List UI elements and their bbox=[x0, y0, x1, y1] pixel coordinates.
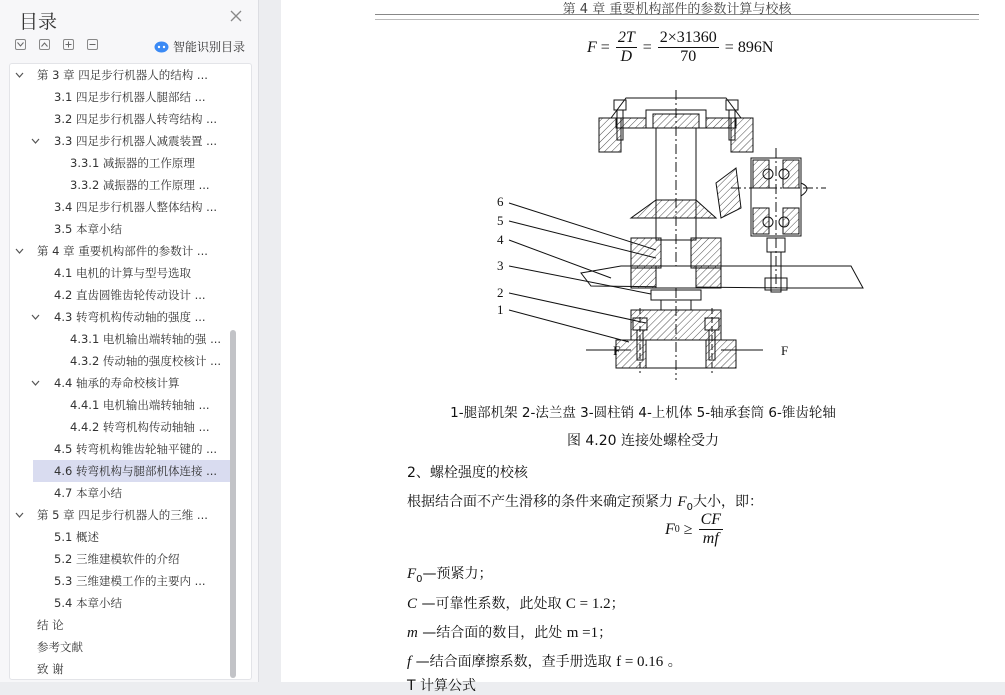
preload-paragraph bbox=[407, 491, 763, 513]
label-1: 1 bbox=[497, 302, 504, 317]
toc-item-label: 5.3 三维建模工作的主要内 ... bbox=[54, 574, 206, 588]
toc-item[interactable] bbox=[10, 482, 232, 504]
toc-item-label: 结 论 bbox=[37, 618, 64, 632]
def-preload bbox=[407, 563, 493, 585]
smart-recognize-toc-button[interactable] bbox=[154, 38, 245, 55]
toc-item-label: 3.4 四足步行机器人整体结构 ... bbox=[54, 200, 218, 214]
expand-all-icon[interactable] bbox=[15, 39, 26, 50]
toc-item[interactable] bbox=[10, 416, 232, 438]
toc-panel bbox=[9, 63, 252, 680]
toc-item-label: 4.4.1 电机输出端转轴轴 ... bbox=[70, 398, 210, 412]
toc-item-label: 4.2 直齿圆锥齿轮传动设计 ... bbox=[54, 288, 206, 302]
def2-tail: ； bbox=[598, 625, 613, 641]
smart-cloud-icon bbox=[154, 40, 169, 53]
toc-item-label: 4.3.1 电机输出端转轴的强 ... bbox=[70, 332, 222, 346]
toc-item[interactable] bbox=[10, 548, 232, 570]
eq1-f1-den: D bbox=[620, 48, 633, 65]
bolt-connection-drawing bbox=[491, 88, 871, 388]
toc-item[interactable] bbox=[10, 328, 232, 350]
eq1-lhs: F bbox=[587, 38, 597, 56]
toc-item[interactable] bbox=[10, 86, 232, 108]
close-icon[interactable] bbox=[229, 9, 243, 23]
toc-item-label: 3.5 本章小结 bbox=[54, 222, 122, 236]
def2-text: —结合面的数目，此处 bbox=[417, 625, 567, 641]
label-force-left: F bbox=[613, 343, 621, 358]
label-4: 4 bbox=[497, 232, 504, 247]
def2-value: m =1 bbox=[566, 625, 599, 641]
def1-value: C = 1.2 bbox=[565, 596, 611, 612]
figure-caption: 图 4.20 连接处螺栓受力 bbox=[566, 433, 720, 449]
toc-item[interactable] bbox=[10, 174, 232, 196]
toc-item[interactable] bbox=[33, 460, 233, 482]
header-rule bbox=[375, 19, 979, 20]
eq1-fraction-2 bbox=[658, 29, 719, 66]
toc-item-label: 4.3.2 传动轴的强度校核计 ... bbox=[70, 354, 222, 368]
eq2-fraction bbox=[699, 511, 723, 548]
chevron-down-icon[interactable] bbox=[31, 137, 40, 145]
toc-item[interactable] bbox=[10, 306, 232, 328]
toc-item-label: 3.1 四足步行机器人腿部结 ... bbox=[54, 90, 206, 104]
para1-pre: 根据结合面不产生滑移的条件来确定预紧力 bbox=[407, 494, 678, 510]
equation-force: F = $\frac{2T}{D}$ = $\frac{2\times 31360}{70}$ = 896N bbox=[587, 29, 774, 65]
label-6: 6 bbox=[497, 194, 504, 209]
add-heading-icon[interactable] bbox=[63, 39, 74, 50]
eq2-lhs-sub: 0 bbox=[674, 524, 680, 535]
toc-item[interactable] bbox=[10, 350, 232, 372]
toc-item-label: 3.3.1 减振器的工作原理 bbox=[70, 156, 195, 170]
toc-item[interactable] bbox=[10, 152, 232, 174]
toc-item[interactable] bbox=[10, 570, 232, 592]
toc-item[interactable] bbox=[10, 658, 232, 680]
toc-item[interactable] bbox=[10, 262, 232, 284]
toc-item[interactable] bbox=[10, 372, 232, 394]
chevron-down-icon[interactable] bbox=[31, 313, 40, 321]
equation-preload bbox=[665, 511, 725, 548]
eq1-f2-den: 70 bbox=[680, 48, 697, 65]
toc-item-label: 3.3.2 减振器的工作原理 ... bbox=[70, 178, 210, 192]
toc-item[interactable] bbox=[10, 394, 232, 416]
cut-off-line: T 计算公式 bbox=[407, 678, 477, 694]
def1-sym: C bbox=[407, 596, 418, 612]
eq1-result: 896N bbox=[737, 38, 774, 56]
toc-sidebar bbox=[0, 0, 259, 682]
label-force-right: F bbox=[781, 343, 789, 358]
def0-text: —预紧力； bbox=[422, 566, 493, 582]
def2-sym: m bbox=[407, 625, 418, 641]
toc-item[interactable] bbox=[10, 218, 232, 240]
eq1-f1-num: 2T bbox=[617, 29, 635, 46]
document-page bbox=[281, 0, 1005, 694]
toc-item-label: 4.4.2 转弯机构传动轴轴 ... bbox=[70, 420, 210, 434]
def0-sub: 0 bbox=[416, 573, 423, 585]
toc-item-label: 5.4 本章小结 bbox=[54, 596, 122, 610]
toc-item-label: 5.2 三维建模软件的介绍 bbox=[54, 552, 180, 566]
toc-item-label: 4.3 转弯机构传动轴的强度 ... bbox=[54, 310, 206, 324]
para1-sym: F bbox=[677, 494, 687, 510]
toc-item-label: 4.1 电机的计算与型号选取 bbox=[54, 266, 191, 280]
toc-item-label: 4.5 转弯机构锥齿轮轴平键的 ... bbox=[54, 442, 218, 456]
label-3: 3 bbox=[497, 258, 504, 273]
toc-item-label: 5.1 概述 bbox=[54, 530, 99, 544]
chevron-down-icon[interactable] bbox=[15, 247, 24, 255]
toc-item-label: 3.3 四足步行机器人减震装置 ... bbox=[54, 134, 218, 148]
page-gutter bbox=[259, 0, 281, 682]
toc-item-label: 4.6 转弯机构与腿部机体连接 ... bbox=[54, 464, 218, 478]
toc-item-label: 致 谢 bbox=[37, 662, 64, 676]
label-5: 5 bbox=[497, 213, 504, 228]
def3-value: f = 0.16 bbox=[616, 654, 664, 670]
collapse-all-icon[interactable] bbox=[39, 39, 50, 50]
def-friction bbox=[407, 651, 682, 671]
def-reliability bbox=[407, 593, 625, 613]
toc-item[interactable] bbox=[10, 592, 232, 614]
def3-text: —结合面摩擦系数，查手册选取 bbox=[411, 654, 617, 670]
def3-sym: f bbox=[407, 654, 412, 670]
toc-item-label: 3.2 四足步行机器人转弯结构 ... bbox=[54, 112, 218, 126]
toc-item[interactable] bbox=[10, 196, 232, 218]
def0-sym: F bbox=[407, 566, 417, 582]
toc-item-label: 第 3 章 四足步行机器人的结构 ... bbox=[37, 68, 208, 82]
def-surfaces bbox=[407, 622, 612, 642]
def1-text: —可靠性系数，此处取 bbox=[417, 596, 566, 612]
eq2-num: CF bbox=[700, 511, 722, 528]
smart-recognize-label: 智能识别目录 bbox=[173, 40, 246, 54]
eq1-f2-num: 2×31360 bbox=[659, 29, 717, 46]
label-2: 2 bbox=[497, 285, 504, 300]
toc-item[interactable] bbox=[10, 108, 232, 130]
chevron-down-icon[interactable] bbox=[31, 379, 40, 387]
toc-item[interactable] bbox=[10, 526, 232, 548]
toc-item[interactable] bbox=[10, 504, 232, 526]
toc-scrollbar[interactable] bbox=[230, 330, 236, 678]
para1-post: 大小，即： bbox=[693, 494, 763, 510]
remove-heading-icon[interactable] bbox=[87, 39, 98, 50]
toc-item-label: 第 4 章 重要机构部件的参数计 ... bbox=[37, 244, 208, 258]
toc-item[interactable] bbox=[10, 438, 232, 460]
sidebar-title: 目录 bbox=[19, 11, 58, 33]
toc-item-label: 4.4 轴承的寿命校核计算 bbox=[54, 376, 180, 390]
toc-item-label: 第 5 章 四足步行机器人的三维 ... bbox=[37, 508, 208, 522]
eq2-rel: ≥ bbox=[683, 520, 693, 538]
toc-item[interactable] bbox=[10, 240, 232, 262]
eq1-fraction-1 bbox=[616, 29, 637, 66]
section-heading: 2、螺栓强度的校核 bbox=[407, 465, 528, 481]
toc-item-label: 4.7 本章小结 bbox=[54, 486, 122, 500]
chevron-down-icon[interactable] bbox=[15, 71, 24, 79]
running-header: 第 4 章 重要机构部件的参数计算与校核 bbox=[375, 0, 979, 15]
toc-item[interactable] bbox=[10, 614, 232, 636]
toc-item[interactable] bbox=[10, 64, 232, 86]
parts-legend: 1-腿部机架 2-法兰盘 3-圆柱销 4-上机体 5-轴承套筒 6-锥齿轮轴 bbox=[450, 405, 836, 421]
toc-item-label: 参考文献 bbox=[37, 640, 83, 654]
para1-sub: 0 bbox=[686, 501, 693, 513]
chevron-down-icon[interactable] bbox=[15, 511, 24, 519]
def1-tail: ； bbox=[610, 596, 625, 612]
toc-item[interactable] bbox=[10, 284, 232, 306]
toc-item[interactable] bbox=[10, 130, 232, 152]
eq2-lhs: F bbox=[665, 520, 675, 538]
def3-tail: 。 bbox=[663, 654, 682, 670]
eq2-den: mf bbox=[702, 530, 719, 547]
toc-item[interactable] bbox=[10, 636, 232, 658]
